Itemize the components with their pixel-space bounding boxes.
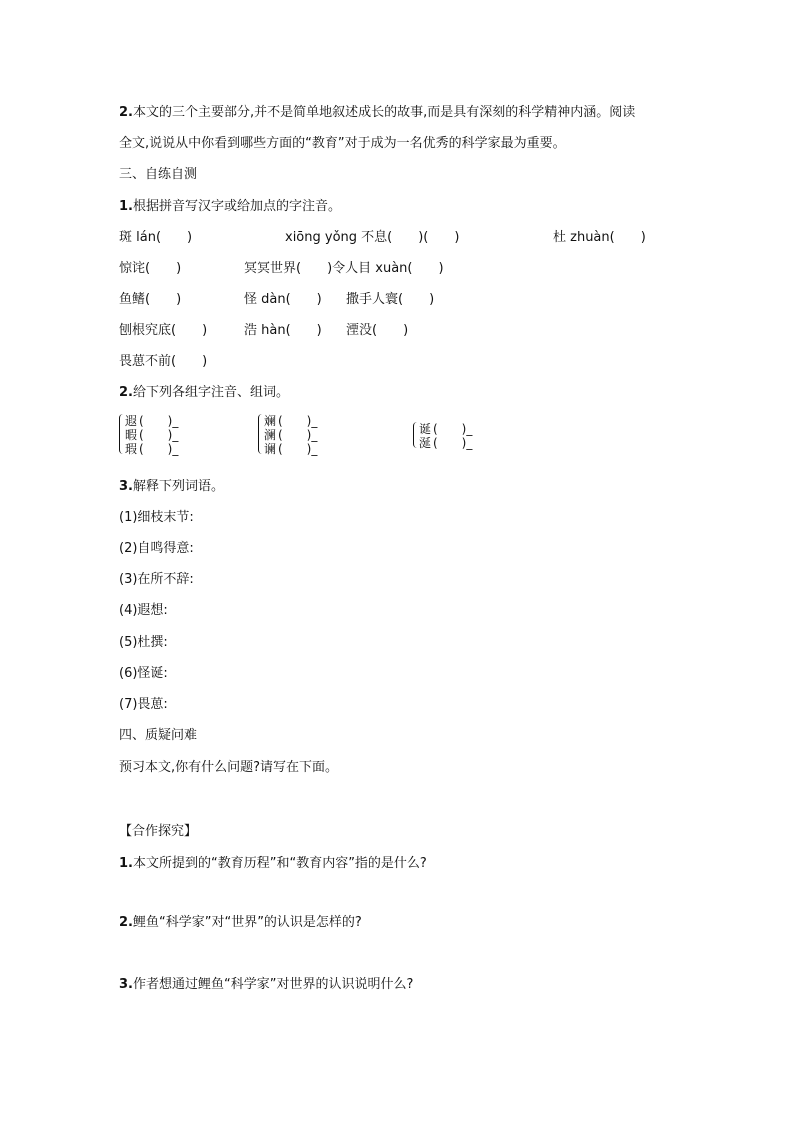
cooperate-question-1 — [119, 856, 427, 872]
pinyin-item: 惊诧( ) — [119, 261, 182, 276]
intro-question-2 — [119, 105, 635, 121]
char-row: 谰 ( )_ — [264, 442, 318, 456]
term-item: (6)怪诞: — [119, 666, 168, 681]
section-3-question-3 — [119, 479, 224, 495]
term-item: (5)杜撰: — [119, 635, 168, 650]
question-number: 1. — [119, 856, 133, 871]
pinyin-item: 刨根究底( ) — [119, 323, 208, 338]
cooperate-question-2 — [119, 915, 362, 931]
question-text: 本文所提到的“教育历程”和“教育内容”指的是什么? — [132, 856, 427, 871]
pinyin-item: 畏葸不前( ) — [119, 354, 208, 369]
section-3-title: 三、自练自测 — [119, 167, 198, 182]
cooperate-title: 【合作探究】 — [119, 824, 198, 839]
section-3-question-2 — [119, 385, 289, 401]
section-4-prompt: 预习本文,你有什么问题?请写在下面。 — [119, 760, 339, 775]
section-4-title: 四、质疑问难 — [119, 728, 198, 743]
question-number: 2. — [119, 915, 133, 930]
term-item: (3)在所不辞: — [119, 572, 194, 587]
question-number: 1. — [119, 199, 133, 214]
pinyin-item: 撒手人寰( ) — [346, 292, 435, 307]
char-row: 遐 ( )_ — [125, 414, 179, 428]
question-text: 作者想通过鲤鱼“科学家”对世界的认识说明什么? — [132, 977, 414, 992]
pinyin-item: 冥冥世界( )令人目 xuàn( ) — [244, 261, 444, 276]
question-number: 3. — [119, 479, 133, 494]
char-row: 澜 ( )_ — [264, 428, 318, 442]
question-text: 鲤鱼“科学家”对“世界”的认识是怎样的? — [132, 915, 362, 930]
question-text: 本文的三个主要部分,并不是简单地叙述成长的故事,而是具有深刻的科学精神内涵。阅读 — [132, 105, 636, 120]
char-group-2 — [258, 414, 324, 458]
pinyin-item: 浩 hàn( ) — [244, 323, 322, 338]
pinyin-item: 杜 zhuàn( ) — [553, 230, 646, 245]
pinyin-item: 鱼鳍( ) — [119, 292, 182, 307]
char-group-1 — [119, 414, 185, 458]
question-text: 解释下列词语。 — [132, 479, 224, 494]
pinyin-item: xiōng yǒng 不息( )( ) — [285, 230, 460, 245]
cooperate-question-3 — [119, 977, 413, 993]
char-group-3 — [413, 422, 493, 452]
char-row: 涎 ( )_ — [419, 436, 473, 450]
section-3-question-1 — [119, 199, 341, 215]
pinyin-item: 斑 lán( ) — [119, 230, 193, 245]
char-row: 瑕 ( )_ — [125, 442, 179, 456]
term-item: (2)自鸣得意: — [119, 541, 194, 556]
char-row: 诞 ( )_ — [419, 422, 473, 436]
char-row: 斓 ( )_ — [264, 414, 318, 428]
term-item: (4)遐想: — [119, 603, 168, 618]
question-number: 3. — [119, 977, 133, 992]
pinyin-item: 怪 dàn( ) — [244, 292, 322, 307]
term-item: (7)畏葸: — [119, 697, 168, 712]
question-text: 根据拼音写汉字或给加点的字注音。 — [132, 199, 341, 214]
question-text: 给下列各组字注音、组词。 — [132, 385, 289, 400]
question-number: 2. — [119, 105, 133, 120]
question-number: 2. — [119, 385, 133, 400]
intro-question-2-continued: 全文,说说从中你看到哪些方面的“教育”对于成为一名优秀的科学家最为重要。 — [119, 136, 566, 151]
char-row: 暇 ( )_ — [125, 428, 179, 442]
term-item: (1)细枝末节: — [119, 510, 194, 525]
pinyin-item: 湮没( ) — [346, 323, 409, 338]
